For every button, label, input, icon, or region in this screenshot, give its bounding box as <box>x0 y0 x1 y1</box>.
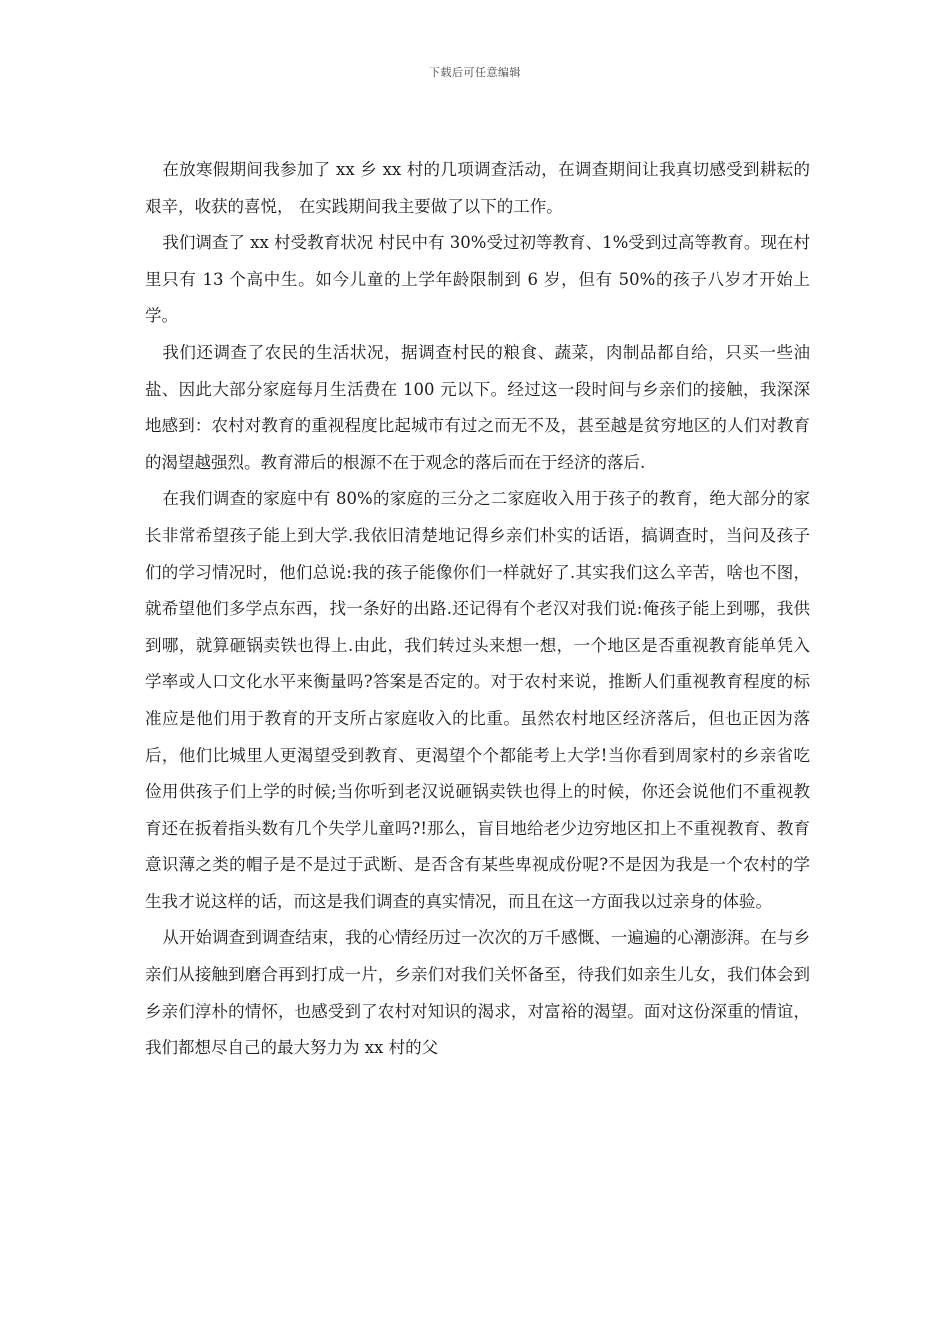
paragraph-3: 我们还调查了农民的生活状况，据调查村民的粮食、蔬菜，肉制品都自给，只买一些油盐、因此大部分家庭每月生活费在 100 元以下。经过这一段时间与乡亲们的接触，我深深地感到：农村对教育的重视程度比起城市有过之而无不及，甚至越是贫穷地区的人们对教育的渴望越强烈。教育滞后的根源不在于观念的落后而在于经济的落后. <box>145 342 810 472</box>
paragraph-5: 从开始调查到调查结束，我的心情经历过一次次的万千感慨、一遍遍的心潮澎湃。在与乡亲们从接触到磨合再到打成一片，乡亲们对我们关怀备至，待我们如亲生儿女，我们体会到乡亲们淳朴的情怀，也感受到了农村对知识的渴求，对富裕的渴望。面对这份深重的情谊，我们都想尽自己的最大努力为 xx 村的父 <box>145 928 810 1058</box>
document-body <box>145 152 810 1067</box>
paragraph-2: 我们调查了 xx 村受教育状况 村民中有 30%受过初等教育、1%受到过高等教育。现在村里只有 13 个高中生。如今儿童的上学年龄限制到 6 岁，但有 50%的孩子八岁才开始上学。 <box>145 233 810 326</box>
page-header: 下载后可任意编辑 <box>429 66 521 79</box>
paragraph-4: 在我们调查的家庭中有 80%的家庭的三分之二家庭收入用于孩子的教育，绝大部分的家长非常希望孩子能上到大学.我依旧清楚地记得乡亲们朴实的话语，搞调查时，当问及孩子们的学习情况时，他们总说:我的孩子能像你们一样就好了.其实我们这么辛苦，啥也不图，就希望他们多学点东西，找一条好的出路.还记得有个老汉对我们说:俺孩子能上到哪，我供到哪，就算砸锅卖铁也得上.由此，我们转过头来想一想，一个地区是否重视教育能单凭入学率或人口文化水平来衡量吗?答案是否定的。对于农村来说，推断人们重视教育程度的标准应是他们用于教育的开支所占家庭收入的比重。虽然农村地区经济落后，但也正因为落后，他们比城里人更渴望受到教育、更渴望个个都能考上大学!当你看到周家村的乡亲省吃俭用供孩子们上学的时候;当你听到老汉说砸锅卖铁也得上的时候，你还会说他们不重视教育还在扳着指头数有几个失学儿童吗?!那么，盲目地给老少边穷地区扣上不重视教育、教育意识薄之类的帽子是不是过于武断、是否含有某些卑视成份呢?不是因为我是一个农村的学生我才说这样的话，而这是我们调查的真实情况，而且在这一方面我以过亲身的体验。 <box>145 489 810 911</box>
paragraph-1: 在放寒假期间我参加了 xx 乡 xx 村的几项调查活动，在调查期间让我真切感受到耕耘的艰辛，收获的喜悦， 在实践期间我主要做了以下的工作。 <box>145 160 810 216</box>
